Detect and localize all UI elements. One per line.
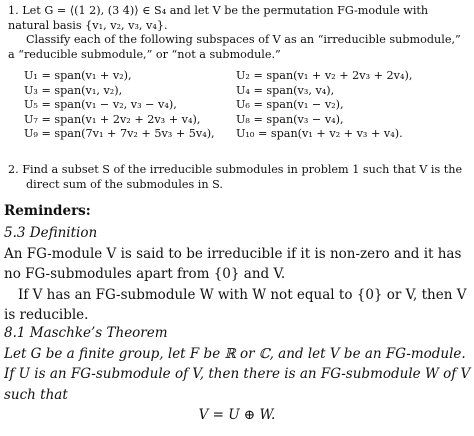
definition-block: [4, 223, 470, 326]
theorem-title: 8.1 Maschke’s Theorem: [4, 325, 168, 341]
theorem-line-3: such that: [4, 386, 68, 403]
subspace-list: [24, 69, 464, 142]
problem-1-line-2: natural basis {v₁, v₂, v₃, v₄}.: [8, 18, 168, 32]
problem-2: [8, 163, 468, 192]
problem-1-line-1: 1. Let G = ⟨(1 2), (3 4)⟩ ∈ S₄ and let V be the permutation FG-module with: [8, 4, 429, 17]
subspace-row: [24, 113, 464, 128]
theorem-line-1: Let G be a finite group, let F be ℝ or ℂ, and let V be an FG-module.: [4, 345, 466, 362]
definition-line-4: is reducible.: [4, 307, 89, 323]
subspace-u1: U₁ = span(v₁ + v₂),: [24, 69, 132, 82]
definition-line-1: An FG-module V is said to be irreducible if it is non-zero and it has: [4, 245, 462, 262]
problem-1-line-3: Classify each of the following subspaces of V as an “irreducible submodule,”: [26, 33, 461, 47]
subspace-u10: U₁₀ = span(v₁ + v₂ + v₃ + v₄).: [236, 127, 403, 141]
subspace-u2: U₂ = span(v₁ + v₂ + 2v₃ + 2v₄),: [236, 69, 413, 82]
subspace-u8: U₈ = span(v₃ − v₄),: [236, 112, 344, 126]
problem-1: [8, 4, 468, 62]
subspace-u9: U₉ = span(7v₁ + 7v₂ + 5v₃ + 5v₄),: [24, 127, 215, 141]
subspace-row: [24, 69, 464, 84]
theorem-line-2: If U is an FG-submodule of V, then there is an FG-submodule W of V: [4, 366, 471, 382]
definition-line-3: If V has an FG-submodule W with W not equal to {0} or V, then V: [18, 286, 467, 303]
subspace-u4: U₄ = span(v₃, v₄),: [236, 83, 335, 97]
subspace-u5: U₅ = span(v₁ − v₂, v₃ − v₄),: [24, 98, 177, 112]
reminders-heading: Reminders:: [4, 203, 91, 219]
problem-2-line-2: direct sum of the submodules in S.: [26, 177, 223, 191]
subspace-row: [24, 127, 464, 142]
problem-1-line-4: a “reducible submodule,” or “not a submodule.”: [8, 47, 281, 61]
subspace-row: [24, 98, 464, 113]
subspace-u7: U₇ = span(v₁ + 2v₂ + 2v₃ + v₄),: [24, 112, 201, 126]
problem-2-line-1: 2. Find a subset S of the irreducible submodules in problem 1 such that V is the: [8, 163, 463, 176]
theorem-block: [4, 323, 470, 426]
definition-line-2: no FG-submodules apart from {0} and V.: [4, 266, 286, 282]
subspace-u6: U₆ = span(v₁ − v₂),: [236, 98, 344, 112]
subspace-row: [24, 84, 464, 99]
theorem-equation: V = U ⊕ W.: [198, 407, 276, 423]
subspace-u3: U₃ = span(v₁, v₂),: [24, 83, 123, 97]
definition-title: 5.3 Definition: [4, 225, 98, 241]
